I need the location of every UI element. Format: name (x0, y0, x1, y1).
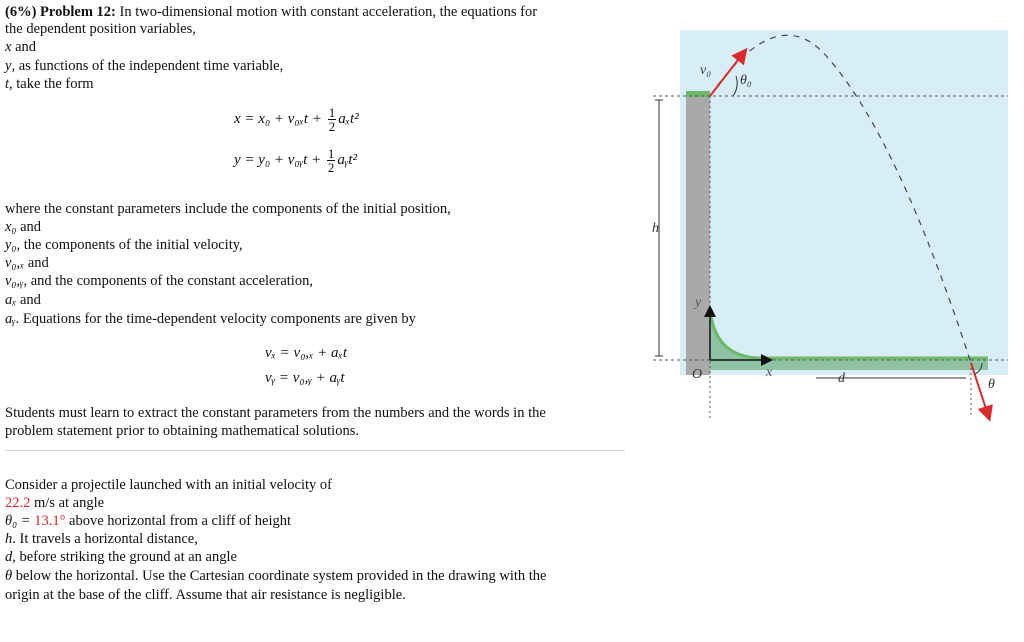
label-x: x (766, 365, 773, 380)
label-h: h (652, 221, 659, 236)
students-line1: Students must learn to extract the constant parameters from the numbers and the words in the (5, 405, 546, 421)
consider-theta-line (5, 568, 546, 585)
intro-line-x (5, 39, 36, 56)
theta0-symbol: θ₀ = (5, 513, 31, 529)
fraction-denominator: 2 (328, 119, 336, 134)
intro-text-4: , take the form (9, 76, 94, 92)
and-word: and (20, 219, 42, 235)
consider-line1: Consider a projectile launched with an initial velocity of (5, 477, 332, 493)
label-v0: v₀ (700, 63, 712, 78)
ay-symbol: aᵧ (5, 311, 16, 327)
y-variable: y (5, 58, 12, 74)
where-line2: , the components of the initial velocity, (16, 237, 243, 253)
consider-line5: , before striking the ground at an angle (12, 549, 237, 565)
x-equation-tail: aₓt² (338, 110, 359, 127)
consider-angle-line (5, 513, 291, 530)
x-variable: x (5, 39, 12, 55)
y-equation (234, 147, 357, 174)
vx-equation: vₓ = v₀,ₓ + aₓt (265, 345, 347, 361)
speed-unit: m/s at angle (34, 495, 105, 511)
consider-speed-line (5, 495, 104, 512)
projectile-figure (648, 18, 1008, 438)
t-variable: t (5, 76, 10, 92)
label-d: d (838, 371, 845, 386)
and-word: and (20, 292, 41, 308)
sky-background (680, 30, 1008, 375)
fraction-numerator: 1 (328, 105, 336, 120)
x0-symbol: x₀ (5, 219, 17, 235)
speed-value: 22.2 (5, 495, 31, 511)
label-origin: O (692, 367, 703, 382)
half-fraction (328, 106, 337, 133)
and-word: and (27, 255, 49, 271)
where-v0y-line (5, 273, 313, 290)
intro-text-2: the dependent position variables, (5, 21, 196, 37)
section-divider (5, 450, 625, 451)
d-symbol: d (5, 549, 13, 565)
v0y-symbol: v₀,ᵧ (5, 273, 24, 289)
y0-symbol: y₀ (5, 237, 17, 253)
consider-h-line (5, 531, 198, 548)
label-theta: θ (988, 377, 995, 392)
and-word: and (15, 39, 36, 55)
v0x-symbol: v₀,ₓ (5, 255, 25, 271)
intro-line-t (5, 76, 94, 93)
angle-value: 13.1° (34, 513, 66, 529)
problem-intro-line1 (5, 4, 537, 21)
where-ax-line (5, 292, 41, 309)
theta-symbol: θ (5, 568, 13, 584)
ax-symbol: aₓ (5, 292, 17, 308)
where-line4: . Equations for the time-dependent velocity components are given by (15, 311, 416, 327)
x-equation-lhs: x = x₀ + v₀ₓt + (234, 110, 322, 127)
fraction-numerator: 1 (327, 146, 335, 161)
where-v0x-line (5, 255, 49, 272)
h-symbol: h (5, 531, 13, 547)
cliff (686, 96, 710, 375)
y-equation-lhs: y = y₀ + v₀ᵧt + (234, 151, 322, 168)
where-y0-line (5, 237, 243, 254)
consider-d-line (5, 549, 237, 566)
problem-header: (6%) Problem 12: (5, 4, 116, 20)
intro-text-3: , as functions of the independent time variable, (11, 58, 284, 74)
half-fraction (327, 147, 336, 174)
x-equation (234, 106, 359, 133)
consider-line6: below the horizontal. Use the Cartesian coordinate system provided in the drawing with the (15, 568, 547, 584)
intro-line-y (5, 58, 283, 75)
consider-line4: . It travels a horizontal distance, (12, 531, 198, 547)
consider-line3: above horizontal from a cliff of height (69, 513, 292, 529)
y-equation-tail: aᵧt² (337, 151, 358, 168)
vy-equation: vᵧ = v₀,ᵧ + aᵧt (265, 370, 345, 386)
where-x0-line (5, 219, 41, 236)
where-line1: where the constant parameters include the components of the initial position, (5, 201, 451, 217)
where-line3: , and the components of the constant acceleration, (23, 273, 313, 289)
label-theta0: θ₀ (740, 73, 752, 88)
students-line2: problem statement prior to obtaining mathematical solutions. (5, 423, 359, 439)
label-y: y (695, 295, 702, 310)
fraction-denominator: 2 (327, 160, 335, 175)
consider-line7: origin at the base of the cliff. Assume that air resistance is negligible. (5, 587, 406, 603)
where-ay-line (5, 311, 416, 328)
intro-text-1: In two-dimensional motion with constant acceleration, the equations for (119, 4, 538, 20)
